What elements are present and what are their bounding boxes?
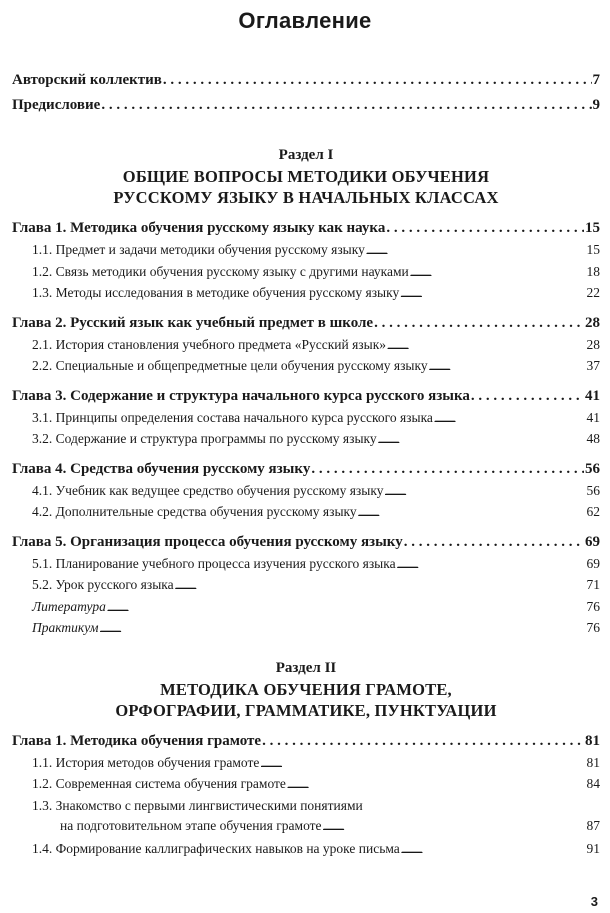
chapter-page: 81 xyxy=(585,732,600,749)
subsection-entry[interactable] xyxy=(12,480,600,502)
subsection-label: 2.1. История становления учебного предмета «Русский язык» xyxy=(32,336,386,352)
leader-dots xyxy=(374,312,584,334)
chapter-label: Глава 5. Организация процесса обучения русскому языку xyxy=(12,533,403,550)
subsection-page: 81 xyxy=(586,754,600,770)
subsection-label: 5.1. Планирование учебного процесса изучения русского языка xyxy=(32,555,396,571)
subsection-label: 1.2. Связь методики обучения русскому языку с другими науками xyxy=(32,263,409,279)
section-header-2 xyxy=(12,657,600,721)
subsection-page: 37 xyxy=(586,358,600,373)
toc-entry-authors[interactable] xyxy=(12,72,600,97)
chapter-entry[interactable] xyxy=(12,385,600,407)
subsection-page: 15 xyxy=(586,242,600,257)
leader-dots xyxy=(397,553,586,577)
subsection-page: 62 xyxy=(586,504,600,519)
table-of-contents xyxy=(12,72,600,860)
section-title-line: ОБЩИЕ ВОПРОСЫ МЕТОДИКИ ОБУЧЕНИЯ xyxy=(122,167,490,186)
leader-dots xyxy=(175,574,586,598)
chapter-label: Глава 1. Методика обучения грамоте xyxy=(12,732,262,749)
subsection-entry[interactable] xyxy=(12,407,600,429)
subsection-page: 84 xyxy=(586,776,600,791)
subsection-entry[interactable] xyxy=(12,773,600,795)
chapter-label: Глава 4. Средства обучения русскому языку xyxy=(12,460,311,477)
leader-dots xyxy=(429,355,586,379)
subsection-label: 1.2. Современная система обучения грамоте xyxy=(32,776,286,791)
leader-dots xyxy=(323,815,586,839)
section-label: Раздел I xyxy=(278,147,334,163)
subsection-page: 76 xyxy=(586,620,600,635)
section-title-line: РУССКОМУ ЯЗЫКУ В НАЧАЛЬНЫХ КЛАССАХ xyxy=(113,188,499,207)
leader-dots xyxy=(287,773,586,797)
leader-dots xyxy=(262,730,584,752)
chapter-page: 41 xyxy=(585,387,600,404)
subsection-label: 1.4. Формирование каллиграфических навыков на уроке письма xyxy=(32,841,400,856)
chapter-label: Глава 3. Содержание и структура начального курса русского языка xyxy=(12,387,470,404)
subsection-page: 87 xyxy=(586,817,600,833)
front-matter xyxy=(12,72,600,122)
chapter-page: 69 xyxy=(585,533,600,550)
subsection-entry[interactable] xyxy=(12,501,600,523)
subsection-label-line: на подготовительном этапе обучения грамоте xyxy=(60,817,322,833)
subsection-entry[interactable] xyxy=(12,282,600,304)
chapter-entry[interactable] xyxy=(12,217,600,239)
subsection-entry[interactable] xyxy=(12,838,600,860)
leader-dots xyxy=(386,217,584,239)
subsection-label: 2.2. Специальные и общепредметные цели обучения русскому языку xyxy=(32,358,428,373)
chapter-label: Глава 2. Русский язык как учебный предмет в школе xyxy=(12,314,374,331)
leader-dots xyxy=(358,501,586,525)
chapter-entry[interactable] xyxy=(12,730,600,752)
page-title: Оглавление xyxy=(238,8,372,33)
toc-entry-page: 7 xyxy=(592,72,600,88)
section-label: Раздел II xyxy=(275,659,337,676)
chapter-entry[interactable] xyxy=(12,531,600,553)
subsection-page: 76 xyxy=(586,598,600,614)
leader-dots xyxy=(401,838,586,862)
leader-dots xyxy=(384,480,585,504)
subsection-entry[interactable] xyxy=(12,574,600,596)
leader-dots xyxy=(101,97,591,114)
leader-dots xyxy=(378,428,586,452)
subsection-entry-multiline[interactable] xyxy=(12,795,600,839)
subsection-page: 56 xyxy=(586,482,600,498)
subsection-label: 1.1. История методов обучения грамоте xyxy=(32,754,260,770)
leader-dots xyxy=(99,617,585,641)
subsection-entry[interactable] xyxy=(12,355,600,377)
leader-dots xyxy=(260,752,585,776)
subsection-label: 4.1. Учебник как ведущее средство обучения русскому языку xyxy=(32,482,384,498)
subsection-page: 71 xyxy=(586,577,600,592)
leader-dots xyxy=(404,531,584,553)
chapter-page: 28 xyxy=(585,314,600,331)
practicum-entry[interactable] xyxy=(12,617,600,639)
subsection-entry[interactable] xyxy=(12,334,600,356)
literature-entry[interactable] xyxy=(12,596,600,618)
section-header-1 xyxy=(12,144,600,208)
subsection-label: Литература xyxy=(32,598,106,614)
toc-entry-page: 9 xyxy=(592,97,600,113)
subsection-label: 3.1. Принципы определения состава начального курса русского языка xyxy=(32,409,433,425)
chapter-entry[interactable] xyxy=(12,312,600,334)
subsection-label: 5.2. Урок русского языка xyxy=(32,577,174,592)
leader-dots xyxy=(434,407,586,431)
leader-dots xyxy=(311,458,584,480)
toc-entry-label: Авторский коллектив xyxy=(12,72,162,88)
chapter-page: 15 xyxy=(585,220,600,236)
subsection-entry[interactable] xyxy=(12,428,600,450)
toc-entry-label: Предисловие xyxy=(12,97,101,113)
chapter-entry[interactable] xyxy=(12,458,600,480)
leader-dots xyxy=(387,334,586,358)
subsection-page: 41 xyxy=(586,409,600,425)
subsection-page: 69 xyxy=(586,555,600,571)
subsection-entry[interactable] xyxy=(12,239,600,261)
leader-dots xyxy=(163,72,592,89)
subsection-page: 91 xyxy=(586,841,600,856)
leader-dots xyxy=(400,282,585,306)
subsection-page: 18 xyxy=(586,263,600,279)
subsection-page: 28 xyxy=(586,336,600,352)
subsection-label: Практикум xyxy=(32,620,99,635)
toc-entry-preface[interactable] xyxy=(12,97,600,122)
subsection-label: 1.1. Предмет и задачи методики обучения русскому языку xyxy=(32,242,365,257)
subsection-page: 22 xyxy=(586,285,600,300)
subsection-entry[interactable] xyxy=(12,553,600,575)
subsection-entry[interactable] xyxy=(12,752,600,774)
chapter-label: Глава 1. Методика обучения русскому языку как наука xyxy=(12,220,386,236)
section-title-line: ОРФОГРАФИИ, ГРАММАТИКЕ, ПУНКТУАЦИИ xyxy=(115,700,497,720)
section-title-line: МЕТОДИКА ОБУЧЕНИЯ ГРАМОТЕ, xyxy=(160,679,452,699)
subsection-page: 48 xyxy=(586,431,600,446)
subsection-label: 1.3. Методы исследования в методике обучения русскому языку xyxy=(32,285,400,300)
subsection-entry[interactable] xyxy=(12,261,600,283)
leader-dots xyxy=(366,239,586,263)
page-number: 3 xyxy=(590,894,598,909)
leader-dots xyxy=(410,261,586,285)
leader-dots xyxy=(471,385,584,407)
subsection-continuation xyxy=(32,815,600,839)
chapter-page: 56 xyxy=(585,460,600,477)
subsection-label: 4.2. Дополнительные средства обучения русскому языку xyxy=(32,504,357,519)
leader-dots xyxy=(107,596,586,620)
subsection-label-line: 1.3. Знакомство с первыми лингвистическими понятиями xyxy=(32,797,363,813)
subsection-label: 3.2. Содержание и структура программы по русскому языку xyxy=(32,431,377,446)
